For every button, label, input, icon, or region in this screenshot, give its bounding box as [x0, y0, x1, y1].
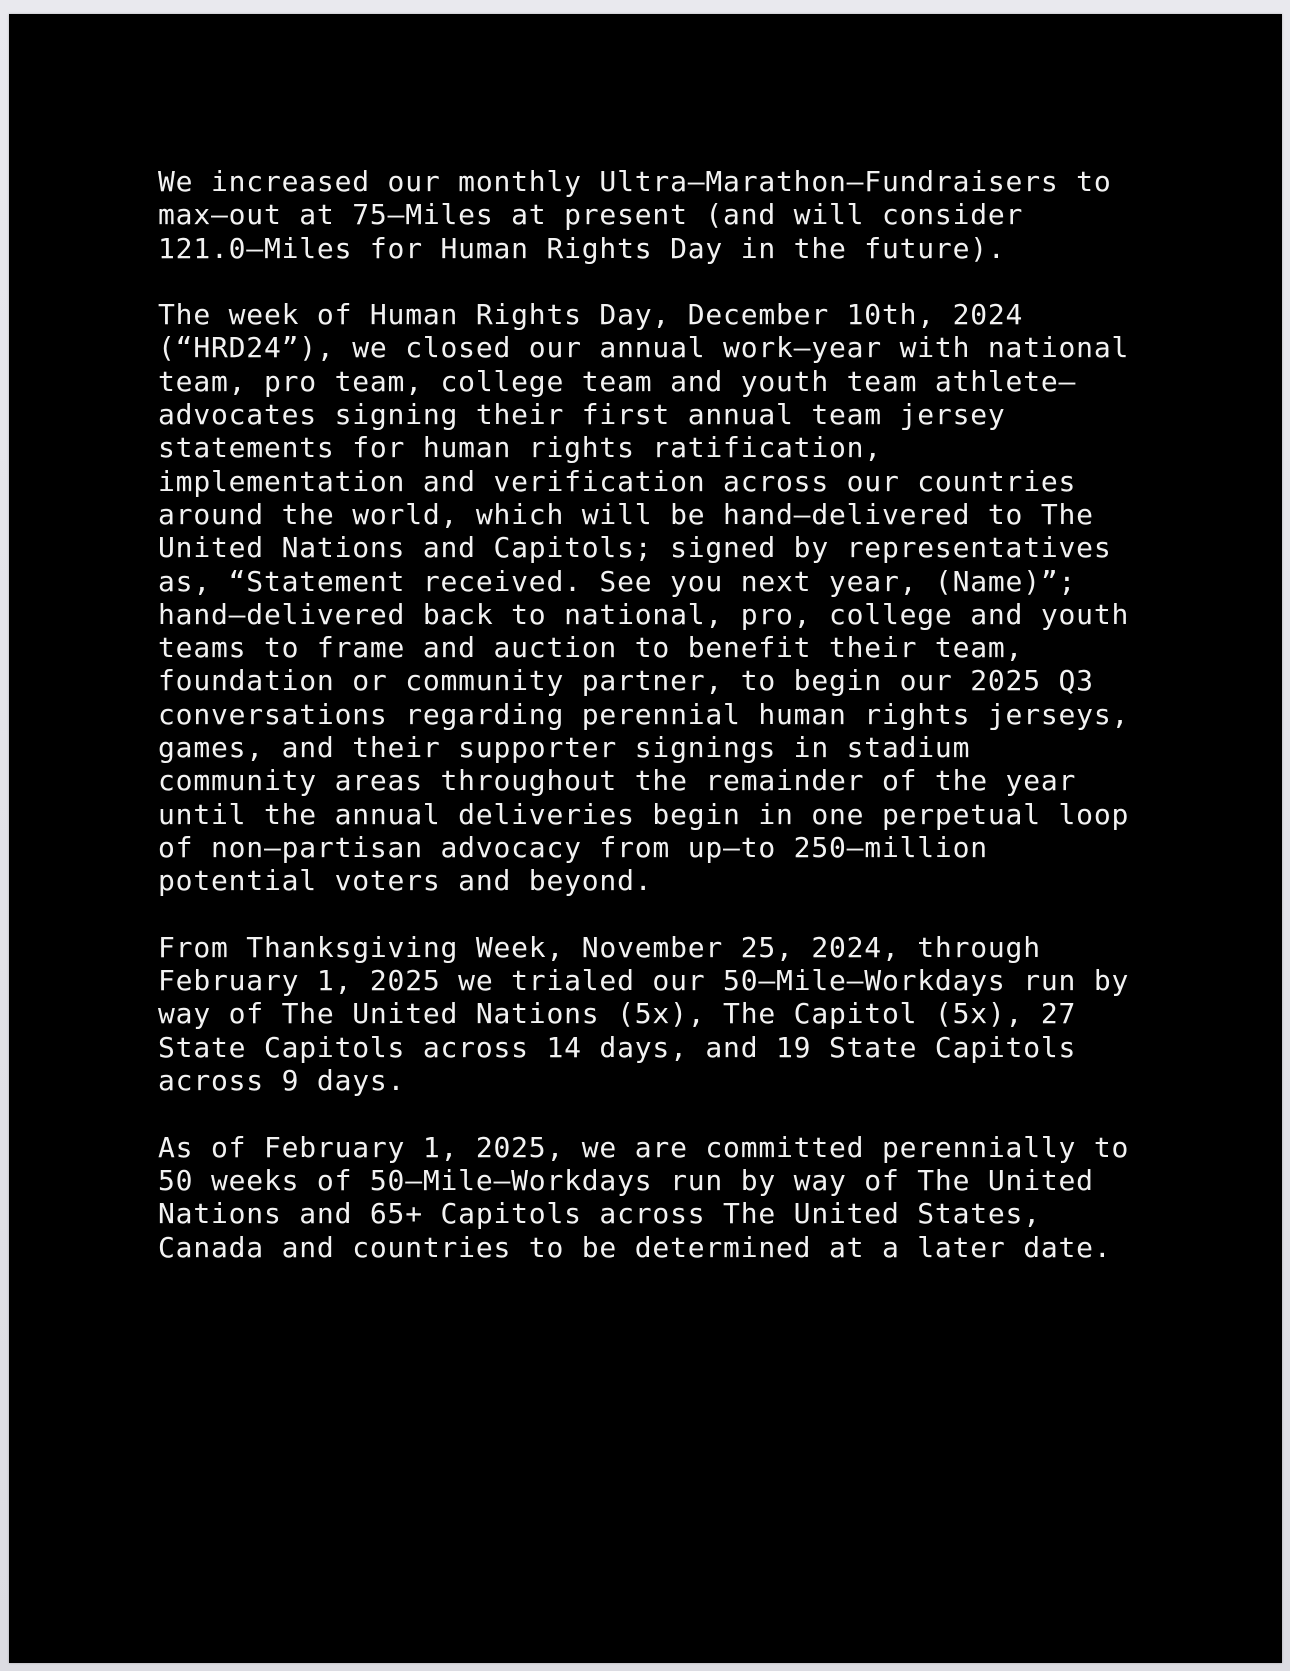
- paragraph-1: [158, 165, 1218, 265]
- text-line: team, pro team, college team and youth team athlete–: [158, 364, 1077, 398]
- text-line: around the world, which will be hand–delivered to The: [158, 497, 1094, 531]
- text-line: potential voters and beyond.: [158, 864, 653, 898]
- text-line: From Thanksgiving Week, November 25, 2024, through: [158, 930, 1041, 964]
- text-line: The week of Human Rights Day, December 10th, 2024: [158, 298, 1024, 332]
- paragraph-4: [158, 1131, 1218, 1264]
- text-line: conversations regarding perennial human rights jerseys,: [158, 697, 1130, 731]
- text-line: advocates signing their first annual team jersey: [158, 398, 1006, 432]
- text-line: statements for human rights ratification,: [158, 431, 882, 465]
- paragraph-gap: [158, 898, 1218, 931]
- text-line: implementation and verification across our countries: [158, 464, 1077, 498]
- text-line: We increased our monthly Ultra–Marathon–Fundraisers to: [158, 165, 1112, 198]
- text-line: Canada and countries to be determined at a later date.: [158, 1230, 1112, 1264]
- text-line: 121.0–Miles for Human Rights Day in the future).: [158, 231, 1006, 265]
- text-line: until the annual deliveries begin in one perpetual loop: [158, 797, 1130, 831]
- text-line: games, and their supporter signings in stadium: [158, 731, 971, 765]
- text-line: (“HRD24”), we closed our annual work–year with national: [158, 331, 1130, 365]
- text-line: foundation or community partner, to begin our 2025 Q3: [158, 664, 1094, 698]
- paragraph-gap: [158, 265, 1218, 298]
- text-line: United Nations and Capitols; signed by representatives: [158, 531, 1112, 565]
- text-line: 50 weeks of 50–Mile–Workdays run by way of The United: [158, 1163, 1094, 1197]
- text-line: As of February 1, 2025, we are committed perennially to: [158, 1130, 1130, 1164]
- text-line: as, “Statement received. See you next year, (Name)”;: [158, 564, 1077, 598]
- text-line: across 9 days.: [158, 1064, 406, 1098]
- text-line: max–out at 75–Miles at present (and will consider: [158, 198, 1024, 232]
- paragraph-3: [158, 931, 1218, 1097]
- text-line: Nations and 65+ Capitols across The United States,: [158, 1197, 1041, 1231]
- text-line: hand–delivered back to national, pro, college and youth: [158, 597, 1130, 631]
- text-line: way of The United Nations (5x), The Capitol (5x), 27: [158, 997, 1077, 1031]
- document-body: [158, 165, 1218, 1264]
- text-line: of non–partisan advocacy from up–to 250–million: [158, 830, 988, 864]
- paragraph-2: [158, 298, 1218, 897]
- text-line: State Capitols across 14 days, and 19 State Capitols: [158, 1030, 1077, 1064]
- paragraph-gap: [158, 1097, 1218, 1130]
- text-line: teams to frame and auction to benefit their team,: [158, 631, 1024, 665]
- text-line: community areas throughout the remainder of the year: [158, 764, 1077, 798]
- text-line: February 1, 2025 we trialed our 50–Mile–Workdays run by: [158, 964, 1130, 998]
- document-page: [9, 14, 1282, 1663]
